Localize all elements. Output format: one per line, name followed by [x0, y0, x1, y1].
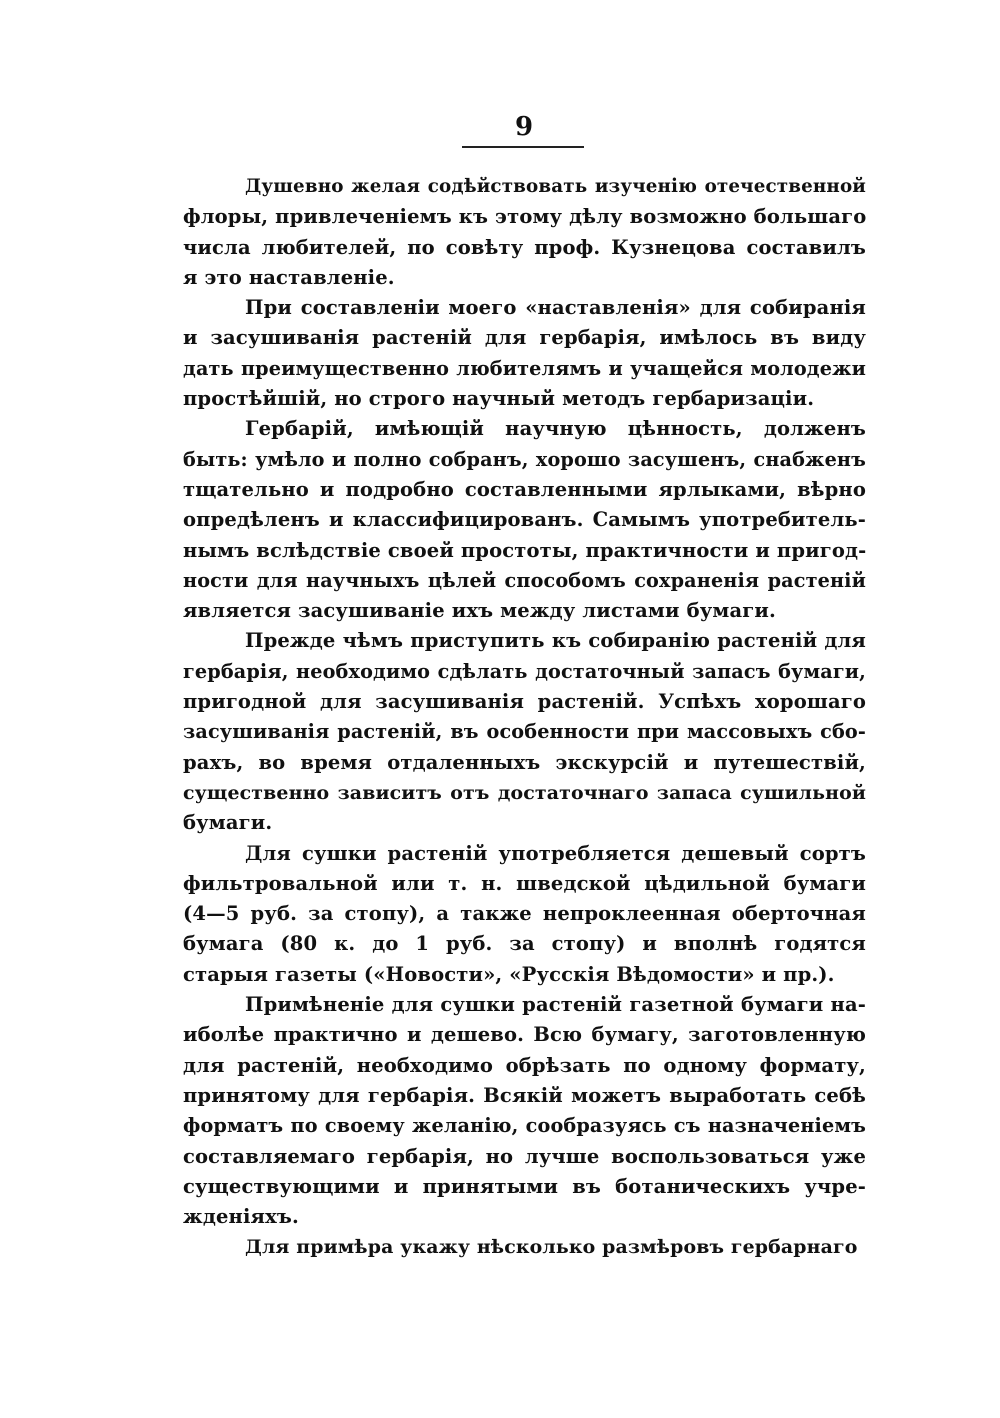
text-line: форматъ по своему желанію, сообразуясь съ назначеніемъ — [183, 1114, 866, 1138]
paragraph — [183, 414, 866, 626]
text-line: и засушиванія растеній для гербарія, имѣлось въ виду — [183, 326, 866, 350]
paragraph — [183, 1232, 866, 1262]
text-line: Для сушки растеній употребляется дешевый сортъ — [245, 841, 866, 865]
text-line: фильтровальной или т. н. шведской цѣдильной бумаги — [183, 871, 866, 895]
text-line: рахъ, во время отдаленныхъ экскурсій и путешествій, — [183, 750, 866, 774]
text-line: При составленіи моего «наставленія» для собиранія — [245, 296, 866, 320]
text-line: (4—5 руб. за стопу), а также непроклеенная оберточная — [183, 902, 866, 926]
text-line: тщательно и подробно составленными ярлыками, вѣрно — [183, 477, 866, 501]
text-line: старыя газеты («Новости», «Русскія Вѣдомости» и пр.). — [183, 962, 835, 986]
text-line: Примѣненіе для сушки растеній газетной бумаги на- — [245, 993, 866, 1017]
text-line: бумаги. — [183, 811, 273, 835]
text-line: принятому для гербарія. Всякій можетъ выработать себѣ — [183, 1083, 866, 1107]
text-line: числа любителей, по совѣту проф. Кузнецова составилъ — [183, 235, 866, 259]
header-rule — [462, 146, 584, 148]
text-line: простѣйшій, но строго научный методъ гербаризаціи. — [183, 387, 815, 411]
text-line: жденіяхъ. — [183, 1205, 299, 1229]
paragraph — [183, 293, 866, 414]
text-line: ности для научныхъ цѣлей способомъ сохраненія растеній — [183, 568, 866, 592]
text-line: засушиванія растеній, въ особенности при массовыхъ сбо- — [183, 720, 866, 744]
text-line: гербарія, необходимо сдѣлать достаточный запасъ бумаги, — [183, 659, 866, 683]
text-line: является засушиваніе ихъ между листами бумаги. — [183, 599, 776, 623]
text-line: нымъ вслѣдствіе своей простоты, практичности и пригод- — [183, 538, 867, 562]
paragraph — [183, 839, 866, 990]
text-line: иболѣе практично и дешево. Всю бумагу, заготовленную — [183, 1023, 866, 1047]
paragraph — [183, 626, 866, 838]
text-line: пригодной для засушиванія растеній. Успѣхъ хорошаго — [183, 690, 866, 714]
text-line: опредѣленъ и классифицированъ. Самымъ употребитель- — [183, 508, 866, 532]
text-line: существенно зависитъ отъ достаточнаго запаса сушильной — [183, 781, 866, 804]
body-text — [183, 172, 866, 1263]
paragraph — [183, 172, 866, 293]
text-line: дать преимущественно любителямъ и учащейся молодежи — [183, 356, 866, 380]
paragraph — [183, 990, 866, 1232]
text-line: Гербарій, имѣющій научную цѣнность, долженъ — [245, 417, 866, 441]
text-line: бумага (80 к. до 1 руб. за стопу) и вполнѣ годятся — [183, 932, 866, 956]
text-line: составляемаго гербарія, но лучше воспользоваться уже — [183, 1144, 866, 1168]
page-number: 9 — [514, 112, 534, 142]
text-line: я это наставленіе. — [183, 265, 395, 289]
text-line: флоры, привлеченіемъ къ этому дѣлу возможно большаго — [183, 205, 867, 229]
text-line: Для примѣра укажу нѣсколько размѣровъ гербарнаго — [245, 1236, 858, 1259]
text-line: Прежде чѣмъ приступить къ собиранію растеній для — [245, 629, 866, 653]
text-line: быть: умѣло и полно собранъ, хорошо засушенъ, снабженъ — [183, 447, 866, 471]
text-line: для растеній, необходимо обрѣзать по одному формату, — [183, 1053, 866, 1077]
text-line: существующими и принятыми въ ботаническихъ учре- — [183, 1174, 866, 1198]
text-line: Душевно желая содѣйствовать изученію отечественной — [245, 176, 866, 197]
